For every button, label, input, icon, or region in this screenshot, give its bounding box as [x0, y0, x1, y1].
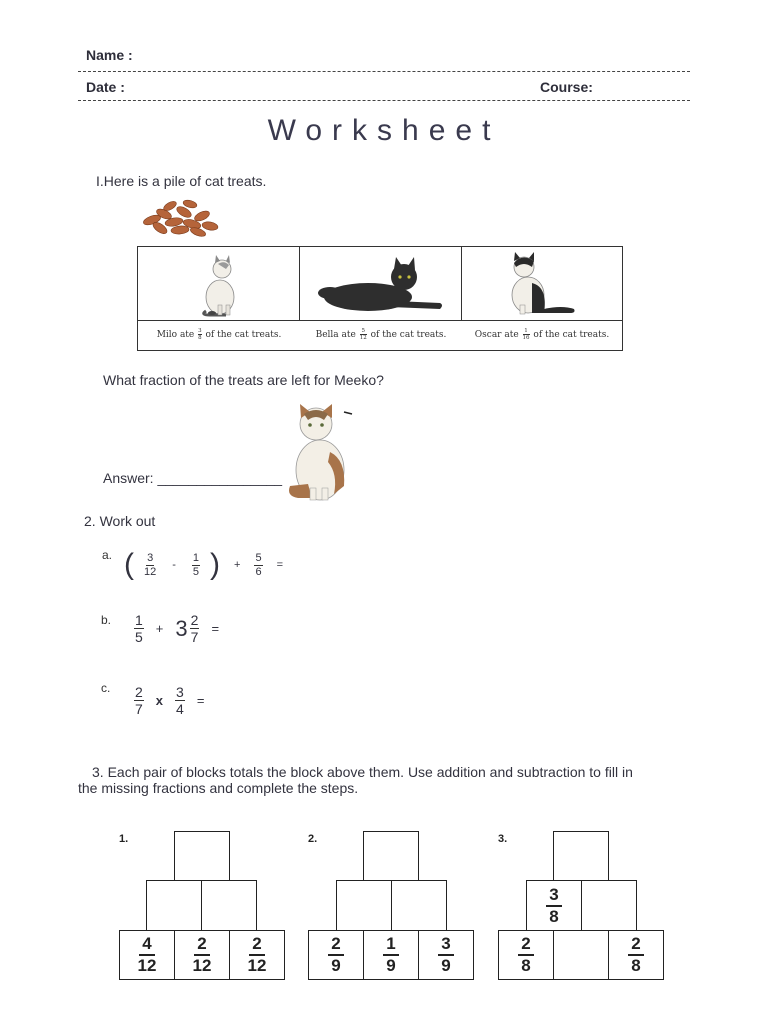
pyramid-2-bottom-block-1[interactable]: $\frac{2}{9}$	[308, 930, 364, 980]
cats-table	[137, 246, 623, 351]
pyramid-3-bottom-block-3[interactable]: $\frac{2}{8}$	[608, 930, 664, 980]
q2c-letter: c.	[101, 681, 111, 695]
q2-prompt: 2. Work out	[84, 513, 156, 529]
pyramid-1-bottom-block-1[interactable]: $\frac{4}{12}$	[119, 930, 175, 980]
pyramid-1-bottom-block-2[interactable]: $\frac{2}{12}$	[174, 930, 230, 980]
q2b-expression	[134, 612, 231, 645]
q2b-letter: b.	[101, 613, 112, 627]
name-line	[78, 71, 690, 72]
cat-milo-image	[138, 247, 298, 319]
q2b-whole: 3	[175, 615, 188, 641]
pyramid-3-top-block[interactable]	[553, 831, 609, 881]
q2c-fraction-1: $\frac{2}{7}$	[135, 684, 143, 718]
caption-bella: Bella ate $\frac{5}{12}$ of the cat treats.	[315, 328, 447, 341]
answer-label: Answer:	[103, 470, 154, 486]
pyramid-3-bottom-block-1[interactable]: $\frac{2}{8}$	[498, 930, 554, 980]
q2a-op-plus: +	[234, 559, 241, 571]
q2b-equals: =	[211, 621, 220, 637]
q3-prompt-line1: 3. Each pair of blocks totals the block above them. Use addition and subtraction to fill in	[92, 764, 633, 780]
q2c-fraction-2: $\frac{3}{4}$	[176, 684, 184, 718]
q2a-equals: =	[276, 559, 284, 571]
pyramid-1-label: 1.	[119, 833, 129, 845]
caption-milo: Milo ate $\frac{3}{8}$ of the cat treats.	[156, 328, 282, 341]
date-line	[78, 100, 690, 101]
q1-answer-line	[103, 470, 282, 486]
answer-blank: ________________	[157, 470, 283, 486]
page-title: Worksheet	[267, 114, 501, 147]
cats-caption-row	[138, 320, 622, 350]
fraction-milo: $\frac{3}{8}$	[198, 328, 202, 341]
pyramid-2-bottom-block-2[interactable]: $\frac{1}{9}$	[363, 930, 419, 980]
pyramid-2-bottom-block-3[interactable]: $\frac{3}{9}$	[418, 930, 474, 980]
q2c-expression	[134, 684, 216, 717]
cat-oscar-image	[462, 247, 622, 319]
q2b-fraction-2: $\frac{2}{7}$	[190, 612, 199, 646]
q2c-equals: =	[196, 693, 205, 709]
cat-meeko-image	[284, 400, 360, 504]
q2b-fraction-1: $\frac{1}{5}$	[135, 612, 143, 646]
pyramid-3-bottom-block-2[interactable]	[553, 930, 609, 980]
caption-oscar: Oscar ate $\frac{1}{16}$ of the cat treats.	[474, 328, 610, 341]
pyramid-1-mid-block-2[interactable]	[201, 880, 257, 931]
cat-cell-bella	[300, 247, 462, 320]
pyramid-3-label: 3.	[498, 833, 508, 845]
pyramid-1-top-block[interactable]	[174, 831, 230, 881]
q1-prompt: I.Here is a pile of cat treats.	[96, 173, 267, 189]
q2a-fraction-3: $\frac{5}{6}$	[255, 551, 262, 578]
q3-prompt-line2: the missing fractions and complete the steps.	[78, 780, 359, 796]
fraction-bella: $\frac{5}{12}$	[359, 328, 367, 341]
pyramid-1-bottom-block-3[interactable]: $\frac{2}{12}$	[229, 930, 285, 980]
q2a-rparen: )	[210, 548, 221, 581]
q2a-expression	[124, 550, 297, 580]
cat-treats-image	[140, 198, 224, 240]
fraction-oscar: $\frac{1}{16}$	[522, 328, 530, 341]
date-label: Date :	[86, 79, 125, 95]
pyramid-3-mid-block-2[interactable]	[581, 880, 637, 931]
q1-question: What fraction of the treats are left for Meeko?	[103, 372, 384, 388]
q2a-fraction-2: $\frac{1}{5}$	[192, 551, 200, 578]
cat-bella-image	[300, 247, 460, 319]
pyramid-2-mid-block-2[interactable]	[391, 880, 447, 931]
course-label: Course:	[540, 79, 593, 95]
cat-cell-oscar	[462, 247, 622, 320]
q2b-op-plus: +	[155, 621, 164, 637]
q2a-letter: a.	[102, 548, 113, 562]
pyramid-2-label: 2.	[308, 833, 318, 845]
pyramid-2-mid-block-1[interactable]	[336, 880, 392, 931]
q2a-fraction-1: $\frac{3}{12}$	[144, 551, 157, 578]
q2c-op-times: x	[155, 693, 164, 709]
q2a-op-minus: -	[172, 559, 176, 571]
name-label: Name :	[86, 47, 133, 63]
pyramid-1-mid-block-1[interactable]	[146, 880, 202, 931]
cat-cell-milo	[138, 247, 300, 320]
q2a-lparen: (	[124, 548, 134, 581]
pyramid-3-mid-block-1[interactable]: $\frac{3}{8}$	[526, 880, 582, 931]
pyramid-2-top-block[interactable]	[363, 831, 419, 881]
